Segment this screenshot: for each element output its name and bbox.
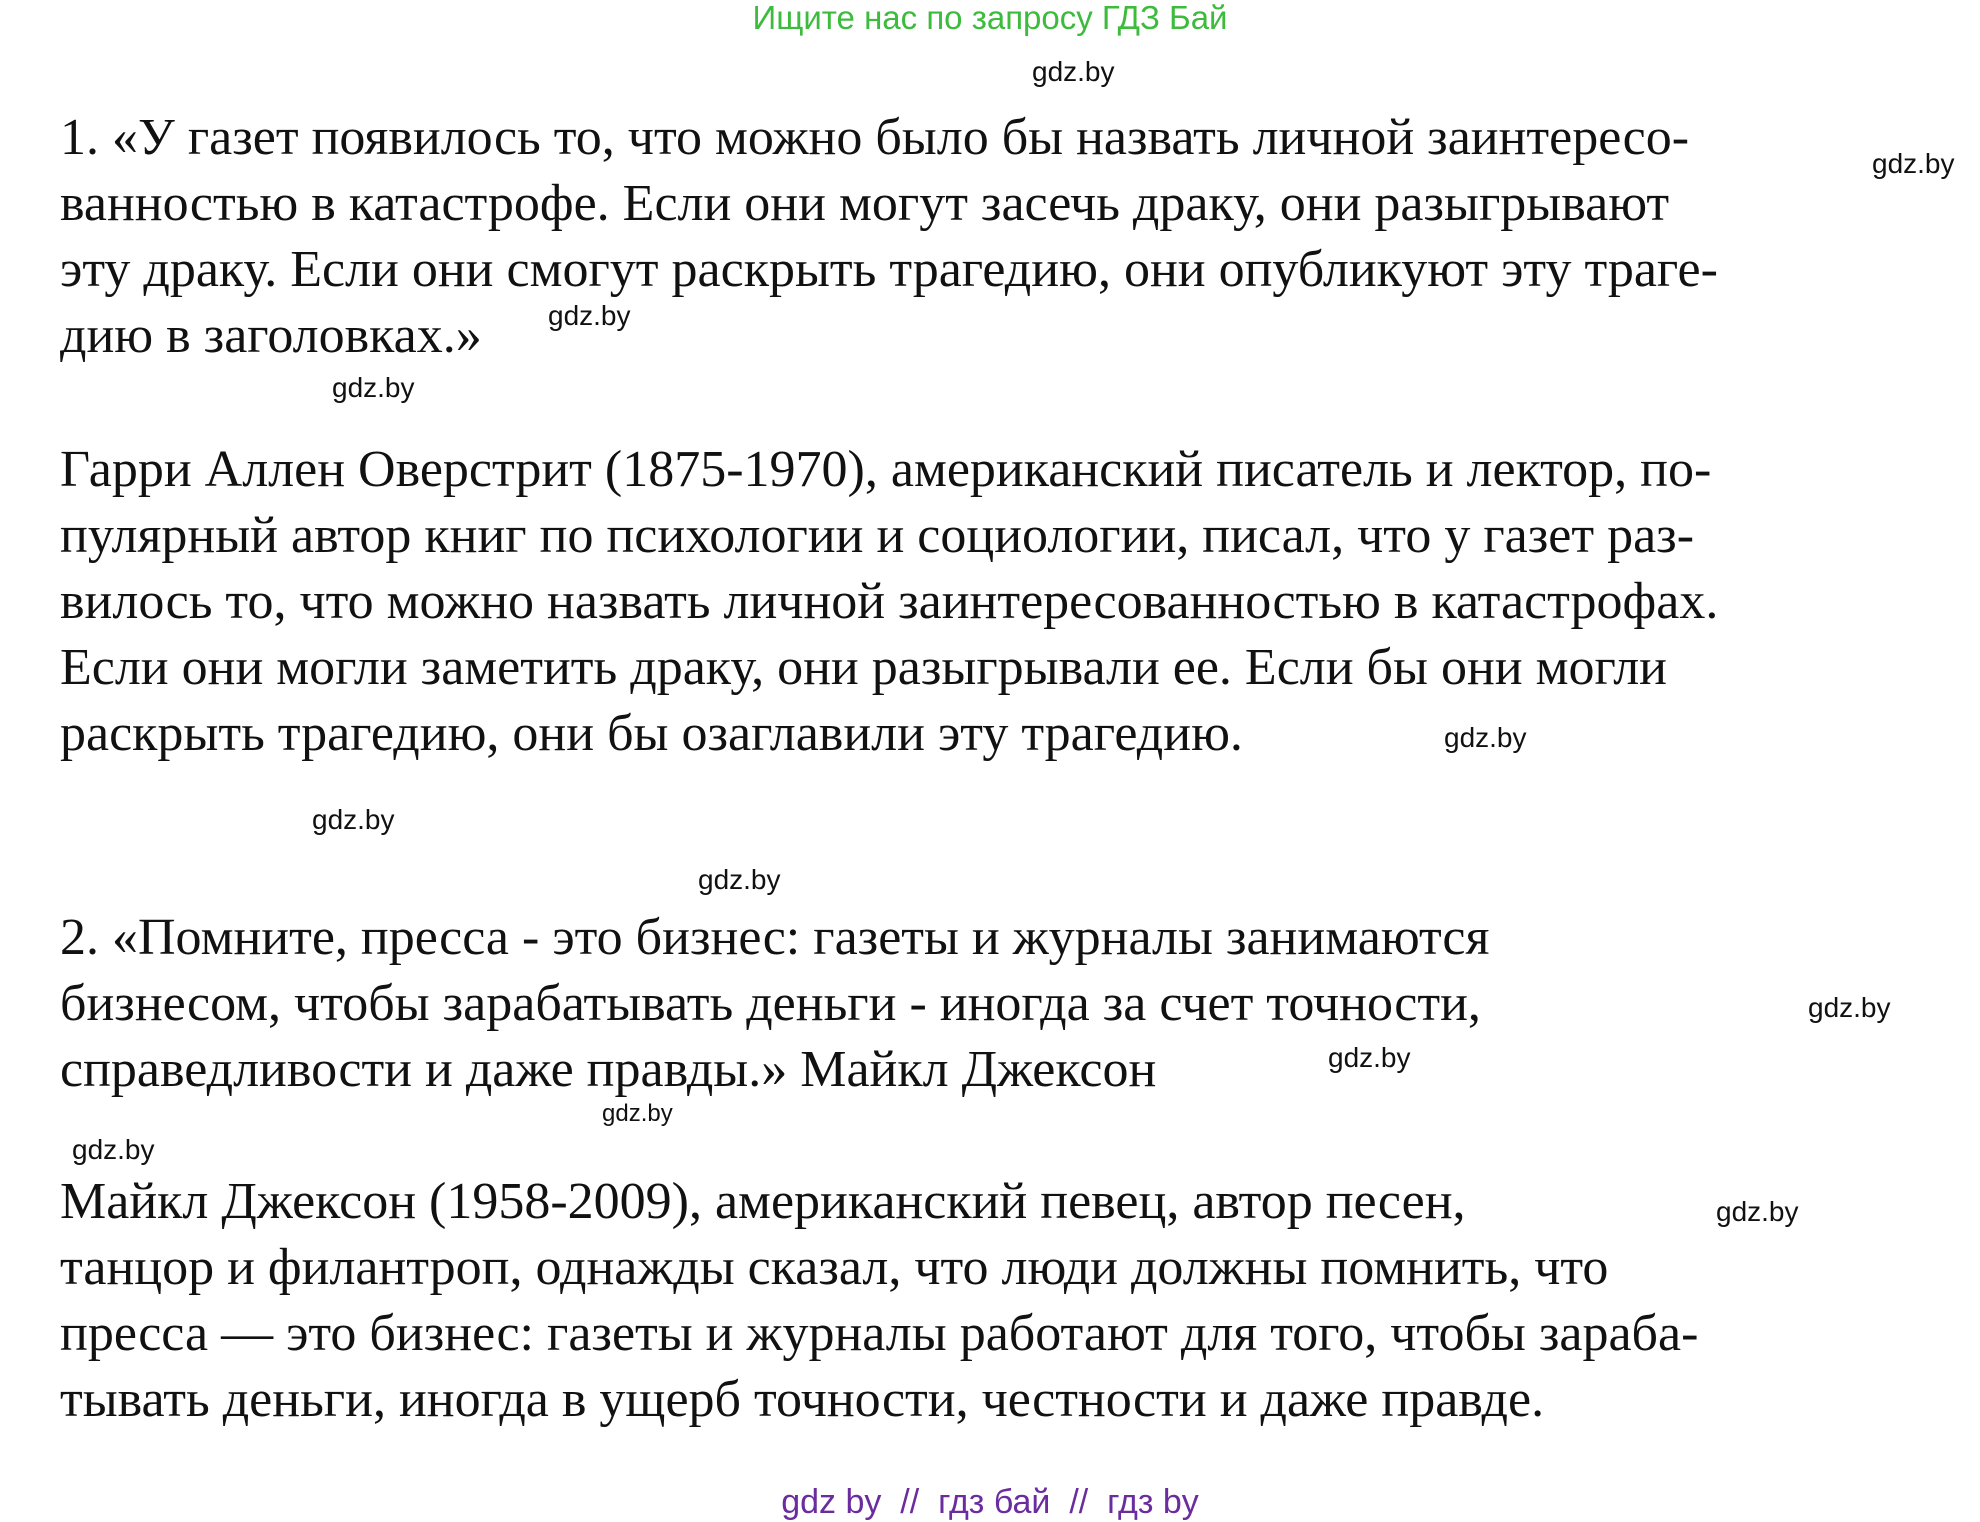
watermark: gdz.by (602, 1100, 673, 1127)
watermark: gdz.by (1032, 56, 1115, 87)
quote2-line-3: справедливости и даже правды.» Майкл Джексон (60, 1041, 1157, 1098)
watermark: gdz.by (548, 300, 631, 331)
paraphrase2-line-2: танцор и филантроп, однажды сказал, что люди должны помнить, что (60, 1239, 1609, 1296)
watermark: gdz.by (72, 1134, 155, 1165)
quote2-line-1: 2. «Помните, пресса - это бизнес: газеты и журналы занимаются (60, 909, 1490, 966)
paraphrase1-line-1: Гарри Аллен Оверстрит (1875-1970), американский писатель и лектор, по- (60, 441, 1712, 498)
quote1-line-4: дию в заголовках.» (60, 307, 482, 364)
paraphrase1-line-4: Если они могли заметить драку, они разыгрывали ее. Если бы они могли (60, 639, 1667, 696)
paraphrase2-line-1: Майкл Джексон (1958-2009), американский певец, автор песен, (60, 1173, 1466, 1230)
paraphrase2-line-3: пресса — это бизнес: газеты и журналы работают для того, чтобы зараба- (60, 1305, 1699, 1362)
quote2-line-2: бизнесом, чтобы зарабатывать деньги - иногда за счет точности, (60, 975, 1481, 1032)
watermark: gdz.by (1328, 1042, 1411, 1073)
paraphrase1-line-5: раскрыть трагедию, они бы озаглавили эту трагедию. (60, 705, 1243, 762)
search-banner: Ищите нас по запросу ГДЗ Бай (752, 0, 1228, 36)
paraphrase2-line-4: тывать деньги, иногда в ущерб точности, честности и даже правде. (60, 1371, 1545, 1428)
watermark: gdz.by (698, 864, 781, 895)
quote1-line-1: 1. «У газет появилось то, что можно было бы назвать личной заинтересо- (60, 109, 1690, 166)
quote1-line-3: эту драку. Если они смогут раскрыть трагедию, они опубликуют эту траге- (60, 241, 1718, 298)
watermark: gdz.by (1444, 722, 1527, 753)
watermark: gdz.by (1716, 1196, 1799, 1227)
watermark: gdz.by (1808, 992, 1891, 1023)
watermark: gdz.by (312, 804, 395, 835)
paraphrase1-line-2: пулярный автор книг по психологии и социологии, писал, что у газет раз- (60, 507, 1695, 564)
quote1-line-2: ванностью в катастрофе. Если они могут засечь драку, они разыгрывают (60, 175, 1670, 232)
watermark: gdz.by (332, 372, 415, 403)
watermark: gdz.by (1872, 148, 1955, 179)
paraphrase1-line-3: вилось то, что можно назвать личной заинтересованностью в катастрофах. (60, 573, 1719, 630)
footer-watermark: gdz by // гдз бай // гдз by (781, 1483, 1199, 1521)
